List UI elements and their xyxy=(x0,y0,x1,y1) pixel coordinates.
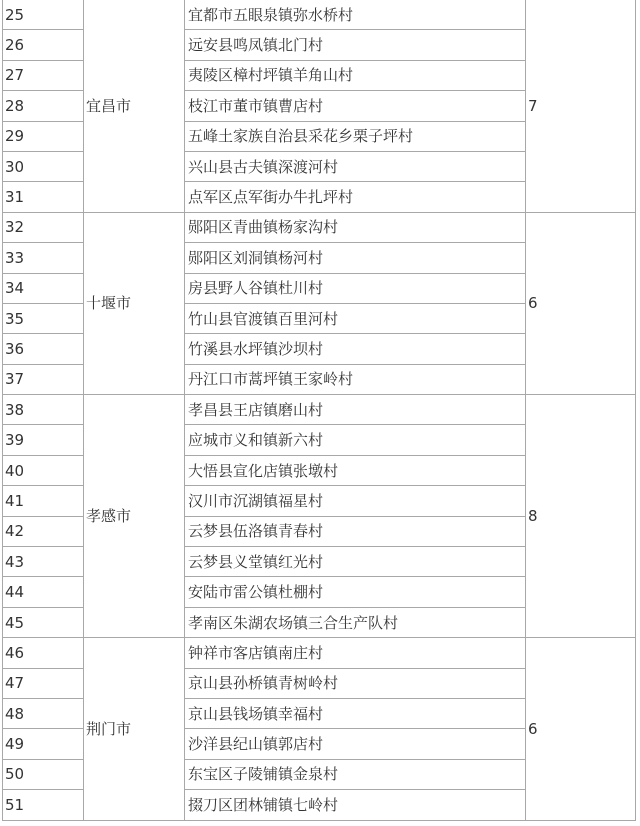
village-cell: 竹山县官渡镇百里河村 xyxy=(185,303,526,333)
row-number: 29 xyxy=(3,121,84,151)
row-number: 37 xyxy=(3,364,84,394)
village-cell: 郧阳区青曲镇杨家沟村 xyxy=(185,212,526,242)
village-cell: 安陆市雷公镇杜棚村 xyxy=(185,577,526,607)
table-row xyxy=(3,395,636,425)
village-cell: 孝昌县王店镇磨山村 xyxy=(185,395,526,425)
row-number: 28 xyxy=(3,91,84,121)
village-table xyxy=(2,0,636,821)
village-cell: 沙洋县纪山镇郭店村 xyxy=(185,729,526,759)
village-cell: 枝江市董市镇曹店村 xyxy=(185,91,526,121)
row-number: 33 xyxy=(3,243,84,273)
village-cell: 孝南区朱湖农场镇三合生产队村 xyxy=(185,607,526,637)
table-row xyxy=(3,638,636,668)
city-cell: 十堰市 xyxy=(84,212,185,394)
row-number: 45 xyxy=(3,607,84,637)
row-number: 35 xyxy=(3,303,84,333)
row-number: 31 xyxy=(3,182,84,212)
table-row xyxy=(3,212,636,242)
count-cell: 8 xyxy=(526,395,636,638)
row-number: 26 xyxy=(3,30,84,60)
row-number: 48 xyxy=(3,698,84,728)
village-cell: 汉川市沉湖镇福星村 xyxy=(185,486,526,516)
row-number: 46 xyxy=(3,638,84,668)
row-number: 36 xyxy=(3,334,84,364)
village-cell: 京山县孙桥镇青树岭村 xyxy=(185,668,526,698)
count-cell: 6 xyxy=(526,212,636,394)
table-body xyxy=(3,0,636,820)
village-cell: 丹江口市蒿坪镇王家岭村 xyxy=(185,364,526,394)
row-number: 47 xyxy=(3,668,84,698)
row-number: 44 xyxy=(3,577,84,607)
row-number: 50 xyxy=(3,759,84,789)
village-cell: 五峰土家族自治县采花乡栗子坪村 xyxy=(185,121,526,151)
row-number: 32 xyxy=(3,212,84,242)
city-cell: 宜昌市 xyxy=(84,0,185,212)
row-number: 34 xyxy=(3,273,84,303)
row-number: 38 xyxy=(3,395,84,425)
village-cell: 夷陵区樟村坪镇羊角山村 xyxy=(185,60,526,90)
city-cell: 荆门市 xyxy=(84,638,185,820)
count-cell: 6 xyxy=(526,638,636,820)
row-number: 49 xyxy=(3,729,84,759)
village-cell: 房县野人谷镇杜川村 xyxy=(185,273,526,303)
village-cell: 宜都市五眼泉镇弥水桥村 xyxy=(185,0,526,30)
village-cell: 云梦县义堂镇红光村 xyxy=(185,547,526,577)
row-number: 39 xyxy=(3,425,84,455)
table-row xyxy=(3,0,636,30)
village-cell: 郧阳区刘洞镇杨河村 xyxy=(185,243,526,273)
village-cell: 兴山县古夫镇深渡河村 xyxy=(185,151,526,181)
village-cell: 东宝区子陵铺镇金泉村 xyxy=(185,759,526,789)
village-cell: 云梦县伍洛镇青春村 xyxy=(185,516,526,546)
count-cell: 7 xyxy=(526,0,636,212)
village-cell: 大悟县宣化店镇张墩村 xyxy=(185,455,526,485)
row-number: 43 xyxy=(3,547,84,577)
city-cell: 孝感市 xyxy=(84,395,185,638)
row-number: 30 xyxy=(3,151,84,181)
village-cell: 点军区点军街办牛扎坪村 xyxy=(185,182,526,212)
row-number: 51 xyxy=(3,790,84,820)
village-cell: 掇刀区团林铺镇七岭村 xyxy=(185,790,526,820)
village-cell: 应城市义和镇新六村 xyxy=(185,425,526,455)
village-cell: 京山县钱场镇幸福村 xyxy=(185,698,526,728)
village-cell: 远安县鸣凤镇北门村 xyxy=(185,30,526,60)
row-number: 42 xyxy=(3,516,84,546)
village-cell: 钟祥市客店镇南庄村 xyxy=(185,638,526,668)
row-number: 40 xyxy=(3,455,84,485)
row-number: 41 xyxy=(3,486,84,516)
village-cell: 竹溪县水坪镇沙坝村 xyxy=(185,334,526,364)
row-number: 27 xyxy=(3,60,84,90)
row-number: 25 xyxy=(3,0,84,30)
